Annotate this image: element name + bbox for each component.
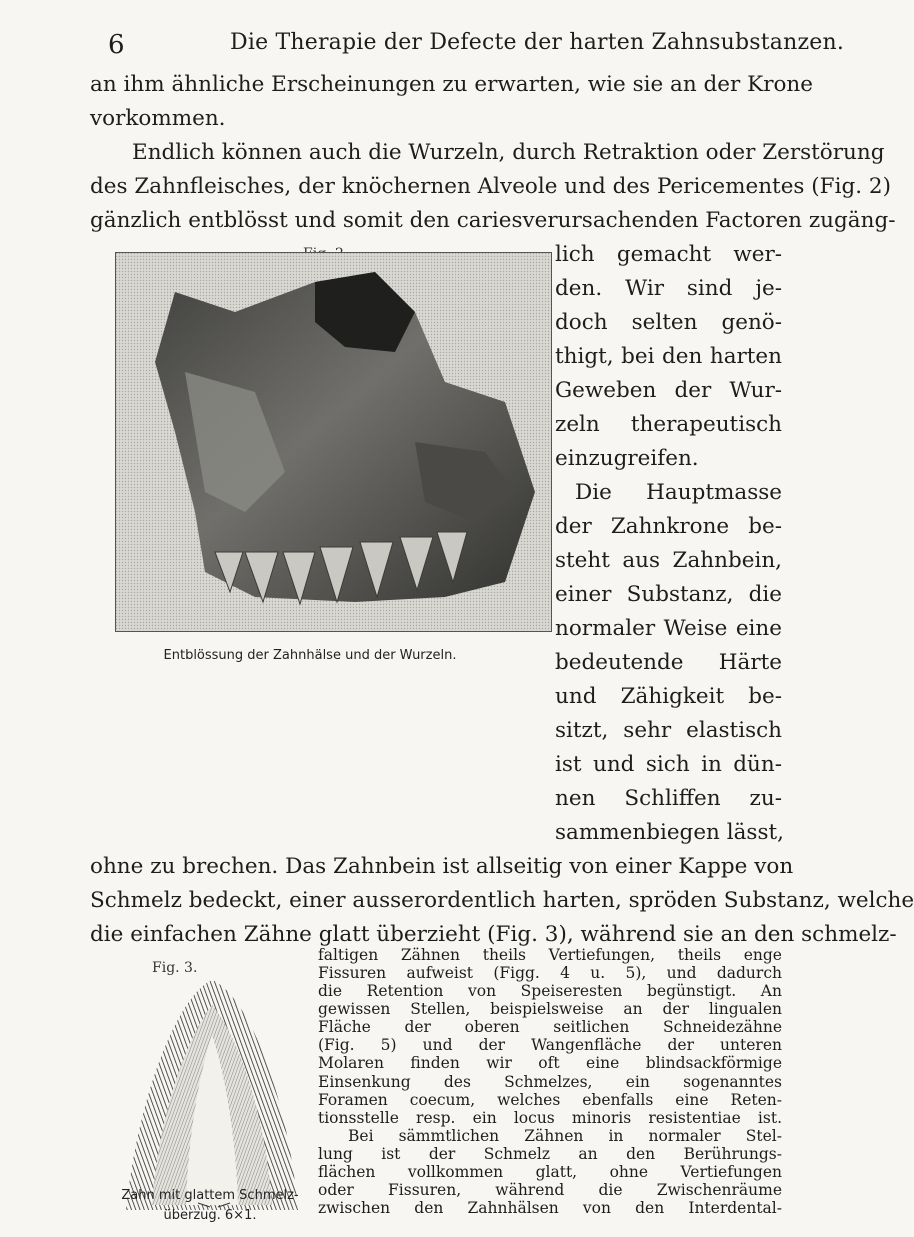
text-line: die einfachen Zähne glatt überzieht (Fig. 3), während sie an den schmelz-	[90, 922, 897, 947]
text-line: vorkommen.	[90, 106, 226, 131]
text-line: einer Substanz, die	[555, 582, 782, 607]
running-title: Die Therapie der Defecte der harten Zahnsubstanzen.	[230, 30, 845, 55]
figure-2-caption: Entblössung der Zahnhälse und der Wurzeln.	[163, 648, 457, 663]
figure-3-caption-line2: überzug. 6×1.	[163, 1208, 257, 1223]
text-line: flächen vollkommen glatt, ohne Vertiefungen	[318, 1162, 782, 1181]
text-line: Fissuren aufweist (Figg. 4 u. 5), und dadurch	[318, 964, 782, 983]
text-line: tionsstelle resp. ein locus minoris resistentiae ist.	[318, 1108, 782, 1127]
text-line: (Fig. 5) und der Wangenfläche der unteren	[318, 1036, 782, 1055]
text-line: bedeutende Härte	[555, 650, 782, 675]
page-number: 6	[108, 30, 125, 60]
text-line: Die Hauptmasse	[575, 480, 782, 505]
text-line: und Zähigkeit be-	[555, 684, 782, 709]
text-line: Molaren finden wir oft eine blindsackförmige	[318, 1054, 782, 1073]
text-line: gänzlich entblösst und somit den cariesverursachenden Factoren zugäng-	[90, 208, 896, 233]
text-line: normaler Weise eine	[555, 616, 782, 641]
text-line: doch selten genö-	[555, 310, 782, 335]
text-line: zeln therapeutisch	[555, 412, 782, 437]
text-line: Fläche der oberen seitlichen Schneidezähne	[318, 1018, 782, 1037]
text-line: der Zahnkrone be-	[555, 514, 782, 539]
text-line: zwischen den Zahnhälsen von den Interdental-	[318, 1199, 782, 1217]
text-line: den. Wir sind je-	[555, 276, 782, 301]
text-line: steht aus Zahnbein,	[555, 548, 782, 573]
text-line: ohne zu brechen. Das Zahnbein ist allseitig von einer Kappe von	[90, 854, 794, 879]
text-line: Schmelz bedeckt, einer ausserordentlich harten, spröden Substanz, welche	[90, 888, 914, 913]
text-line: lich gemacht wer-	[555, 242, 782, 267]
text-line: sammenbiegen lässt,	[555, 820, 784, 845]
text-line: sitzt, sehr elastisch	[555, 718, 782, 743]
text-line: an ihm ähnliche Erscheinungen zu erwarten, wie sie an der Krone	[90, 72, 814, 97]
figure-3-drawing	[118, 975, 306, 1215]
text-line: nen Schliffen zu-	[555, 786, 782, 811]
text-line: Bei sämmtlichen Zähnen in normaler Stel-	[348, 1126, 782, 1145]
text-line: oder Fissuren, während die Zwischenräume	[318, 1180, 782, 1199]
text-line: Endlich können auch die Wurzeln, durch Retraktion oder Zerstörung	[132, 140, 885, 165]
text-line: einzugreifen.	[555, 446, 699, 471]
figure-3-caption-line1: Zahn mit glattem Schmelz-	[121, 1188, 299, 1203]
text-line: thigt, bei den harten	[555, 344, 782, 369]
page-header	[90, 20, 845, 60]
figure-2-photo	[115, 252, 552, 632]
text-line: Geweben der Wur-	[555, 378, 782, 403]
text-line: faltigen Zähnen theils Vertiefungen, theils enge	[318, 946, 782, 964]
text-line: lung ist der Schmelz an den Berührungs-	[318, 1144, 782, 1163]
text-line: Einsenkung des Schmelzes, ein sogenanntes	[318, 1072, 782, 1091]
text-line: die Retention von Speiseresten begünstigt. An	[318, 982, 782, 1001]
text-line: ist und sich in dün-	[555, 752, 782, 777]
text-line: Foramen coecum, welches ebenfalls eine Reten-	[318, 1090, 782, 1109]
text-line: gewissen Stellen, beispielsweise an der lingualen	[318, 1000, 782, 1019]
text-line: des Zahnfleisches, der knöchernen Alveole und des Pericementes (Fig. 2)	[90, 174, 891, 199]
figure-3-label: Fig. 3.	[152, 960, 198, 976]
